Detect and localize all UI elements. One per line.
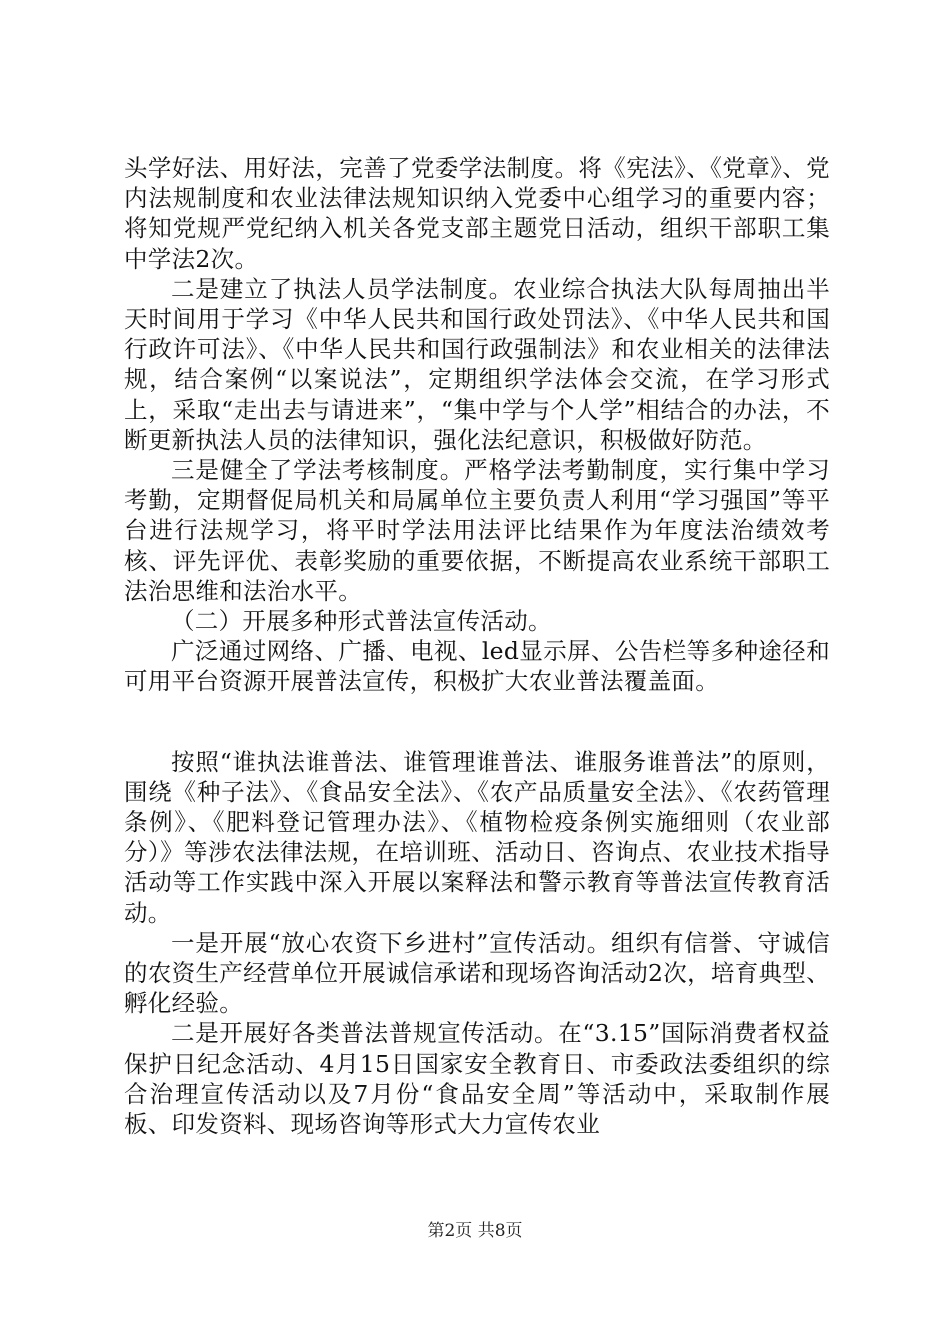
paragraph-2: 二是建立了执法人员学法制度。农业综合执法大队每周抽出半天时间用于学习《中华人民共和国行政处罚法》、《中华人民共和国行政许可法》、《中华人民共和国行政强制法》和农业相关的法律法规，结合案例“以案说法”，定期组织学法体会交流，在学习形式上，采取“走出去与请进来”，“集中学与个人学”相结合的办法，不断更新执法人员的法律知识，强化法纪意识，积极做好防范。 — [124, 274, 830, 454]
page-number-footer: 第2页 共8页 — [427, 1221, 523, 1241]
document-body — [124, 153, 830, 1139]
paragraph-1: 头学好法、用好法，完善了党委学法制度。将《宪法》、《党章》、党内法规制度和农业法律法规知识纳入党委中心组学习的重要内容；将知党规严党纪纳入机关各党支部主题党日活动，组织干部职工集中学法2次。 — [124, 154, 830, 273]
paragraph-7: 二是开展好各类普法普规宣传活动。在“3.15”国际消费者权益保护日纪念活动、4月15日国家安全教育日、市委政法委组织的综合治理宣传活动以及7月份“食品安全周”等活动中，采取制作展板、印发资料、现场咨询等形式大力宣传农业 — [124, 1019, 830, 1139]
paragraph-5: 按照“谁执法谁普法、谁管理谁普法、谁服务谁普法”的原则，围绕《种子法》、《食品安全法》、《农产品质量安全法》、《农药管理条例》、《肥料登记管理办法》、《植物检疫条例实施细则（农业部分）》等涉农法律法规，在培训班、活动日、咨询点、农业技术指导活动等工作实践中深入开展以案释法和警示教育等普法宣传教育活动。 — [124, 747, 830, 927]
paragraph-3: 三是健全了学法考核制度。严格学法考勤制度，实行集中学习考勤，定期督促局机关和局属单位主要负责人利用“学习强国”等平台进行法规学习，将平时学法用法评比结果作为年度法治绩效考核、评先评优、表彰奖励的重要依据，不断提高农业系统干部职工法治思维和法治水平。 — [124, 456, 830, 605]
paragraph-4: 广泛通过网络、广播、电视、led显示屏、公告栏等多种途径和可用平台资源开展普法宣传，积极扩大农业普法覆盖面。 — [124, 637, 830, 696]
paragraph-6: 一是开展“放心农资下乡进村”宣传活动。组织有信誉、守诚信的农资生产经营单位开展诚信承诺和现场咨询活动2次，培育典型、孵化经验。 — [124, 928, 830, 1018]
section-heading: （二）开展多种形式普法宣传活动。 — [171, 607, 552, 636]
